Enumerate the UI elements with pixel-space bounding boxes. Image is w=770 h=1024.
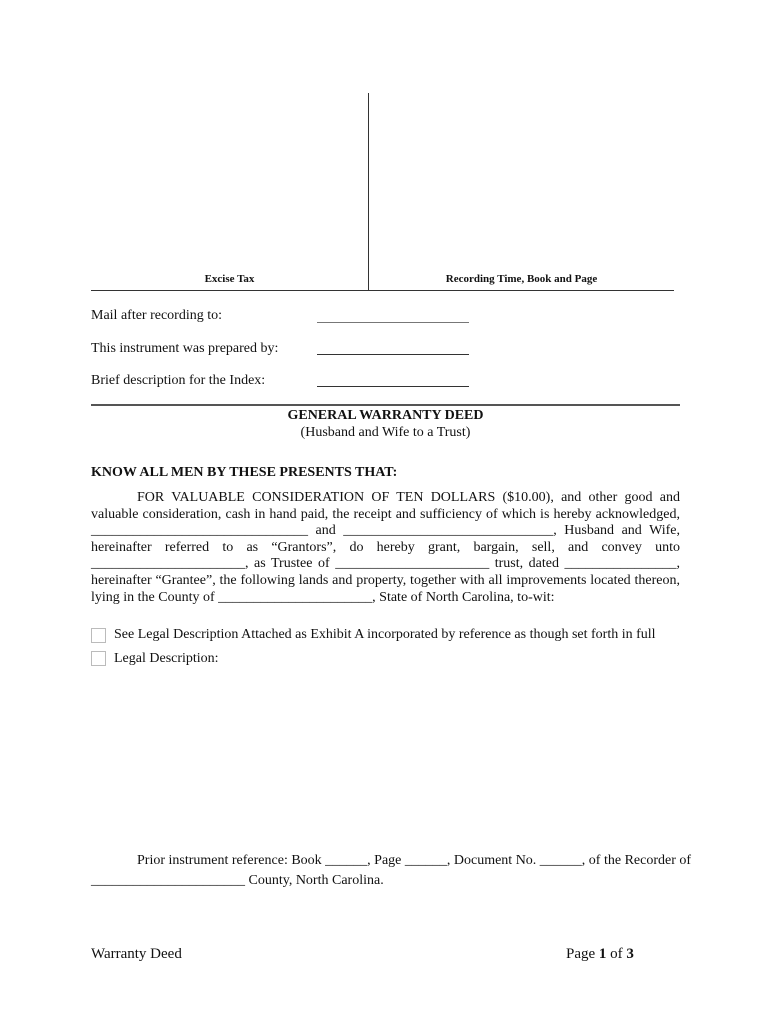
footer-title: Warranty Deed [91, 946, 182, 962]
header-divider [368, 93, 369, 290]
prior-reference-line: ______________________ County, North Carolina. [91, 873, 384, 888]
section-rule [91, 404, 680, 406]
prepared-by-field[interactable] [317, 354, 469, 355]
prior-reference-line: Prior instrument reference: Book ______, Page ______, Document No. ______, of the Recorder of [137, 853, 692, 868]
total-pages: 3 [626, 946, 634, 962]
body-line: valuable consideration, cash in hand paid, the receipt and sufficiency of which is hereby acknowledged, [91, 507, 680, 522]
index-description-field[interactable] [317, 386, 469, 387]
intro-heading: KNOW ALL MEN BY THESE PRESENTS THAT: [91, 465, 398, 480]
exhibit-a-label: See Legal Description Attached as Exhibit A incorporated by reference as though set forth in full [114, 627, 656, 642]
mail-after-field[interactable] [317, 322, 469, 323]
body-line: ______________________, as Trustee of ______________________ trust, dated ________________, [91, 556, 680, 571]
body-line: _______________________________ and ______________________________, Husband and Wife, [91, 523, 680, 538]
document-subtitle: (Husband and Wife to a Trust) [300, 425, 471, 440]
body-line: lying in the County of ______________________, State of North Carolina, to-wit: [91, 590, 555, 605]
page-indicator [566, 946, 634, 963]
index-description-label: Brief description for the Index: [91, 373, 266, 388]
prepared-by-label: This instrument was prepared by: [91, 341, 279, 356]
page-of: of [606, 946, 627, 962]
mail-after-label: Mail after recording to: [91, 308, 223, 323]
legal-description-label: Legal Description: [114, 651, 219, 666]
exhibit-a-checkbox[interactable] [91, 628, 106, 643]
legal-description-checkbox[interactable] [91, 651, 106, 666]
body-line: FOR VALUABLE CONSIDERATION OF TEN DOLLARS ($10.00), and other good and [137, 490, 680, 505]
body-line: hereinafter “Grantee”, the following lands and property, together with all improvements located thereon, [91, 573, 680, 588]
excise-tax-label: Excise Tax [204, 273, 255, 285]
header-rule [91, 290, 674, 291]
recording-label: Recording Time, Book and Page [445, 273, 598, 285]
page-prefix: Page [566, 946, 599, 962]
document-title: GENERAL WARRANTY DEED [287, 408, 484, 423]
current-page: 1 [598, 946, 607, 962]
body-line: hereinafter referred to as “Grantors”, do hereby grant, bargain, sell, and convey unto [91, 540, 680, 555]
